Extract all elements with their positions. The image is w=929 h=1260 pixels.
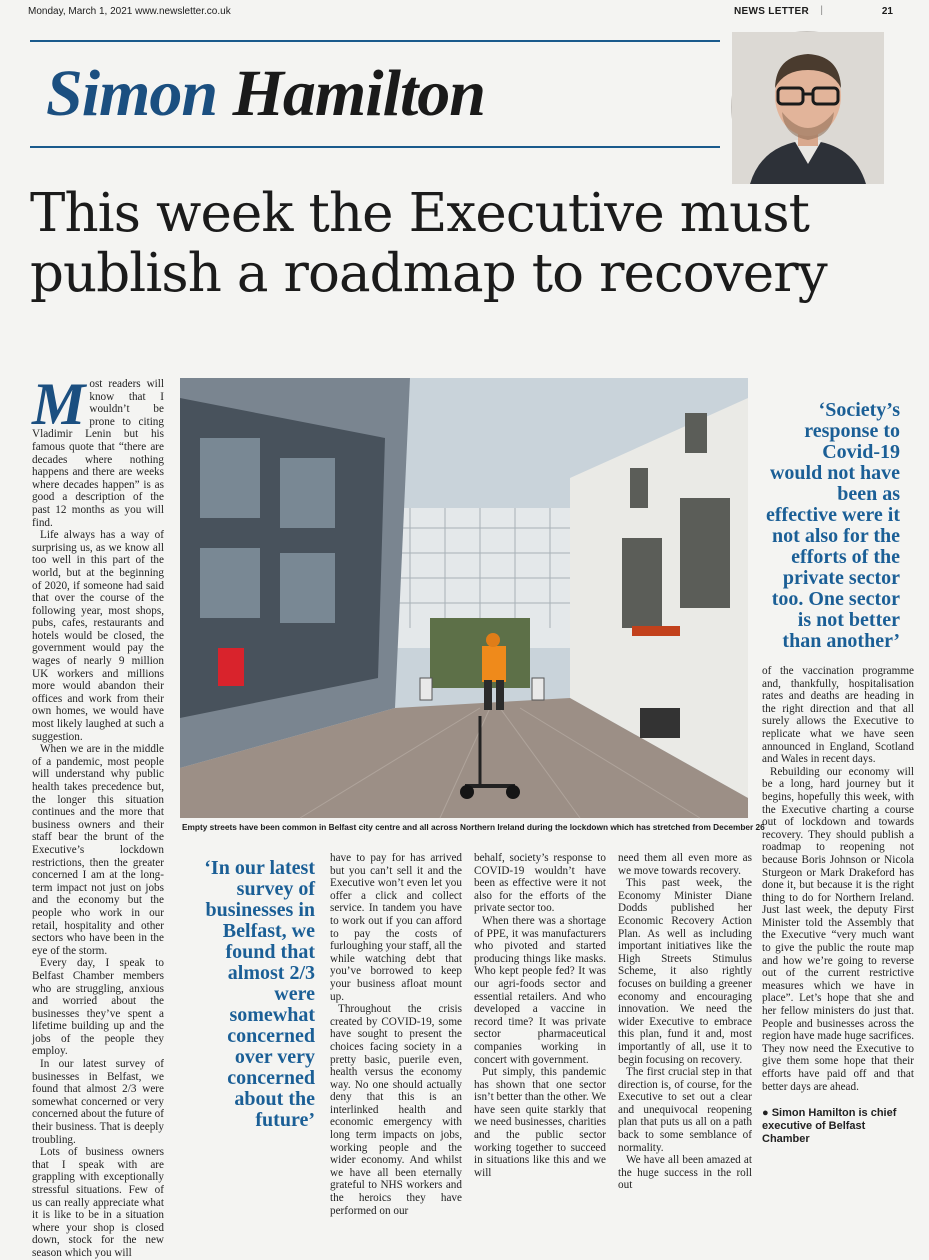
article-column-2 bbox=[330, 852, 462, 1217]
paragraph: The first crucial step in that direction is, of course, for the Executive to set out a clear and unequivocal reopening plan that puts us all on a path back to some semblance of normality. bbox=[618, 1066, 752, 1154]
page-number: 21 bbox=[881, 6, 893, 17]
columnist-band bbox=[30, 40, 720, 148]
drop-cap: M bbox=[32, 371, 86, 437]
columnist-name bbox=[46, 56, 485, 132]
street-scene-image bbox=[180, 378, 748, 818]
paragraph: need them all even more as we move towards recovery. bbox=[618, 852, 752, 877]
paragraph: This past week, the Economy Minister Diane Dodds published her Economic Recovery Action Plan. As well as including important initiatives like the High Streets Stimulus Scheme, it also rightly focuses on building a greener economy and encouraging innovation. We need the wider Executive to embrace this plan, fund it and, most importantly of all, use it to begin focusing on recovery. bbox=[618, 877, 752, 1066]
columnist-first-name: Simon bbox=[46, 57, 218, 130]
paragraph: Every day, I speak to Belfast Chamber members who are struggling, anxious and worried about the businesses they’ve spent a lifetime building up and the jobs of the people they employ. bbox=[32, 957, 164, 1058]
paragraph: ost readers will know that I wouldn’t be prone to citing Vladimir Lenin but his famous quote that “there are decades where nothing happens and there are weeks where decades happen” is as good a description of the past 12 months as you will find. bbox=[32, 378, 164, 529]
headline-line-1: This week the Executive must bbox=[30, 183, 810, 244]
paragraph: When there was a shortage of PPE, it was manufacturers who pivoted and started producing things like masks. Who kept people fed? It was our agri-foods sector and essential retailers. And who developed a vaccine in record time? It was private sector pharmaceutical companies working in concert with government. bbox=[474, 914, 606, 1066]
publication-date: Monday, March 1, 2021 www.newsletter.co.uk bbox=[28, 6, 231, 17]
author-signoff: ● Simon Hamilton is chief executive of Belfast Chamber bbox=[762, 1107, 897, 1145]
paragraph: Put simply, this pandemic has shown that one sector isn’t better than the other. We have seen quite starkly that we need businesses, charities and the public sector working together to succeed in situations like this and we will bbox=[474, 1066, 606, 1179]
paragraph: When we are in the middle of a pandemic, most people will understand why public health takes precedence but, the longer this situation continues and the more that business owners and their staff bear the brunt of the Executive’s lockdown restrictions, then the greater concerned I am at the long-term impact not just on jobs and the economy but the people who work in our retail, hospitality and other sectors who have been in the eye of the storm. bbox=[32, 743, 164, 957]
pull-quote-right: ‘Society’s response to Covid-19 would not have been as effective were it not also for the efforts of the private sector too. One sector is not better than another’ bbox=[766, 399, 900, 652]
headline-line-2: publish a roadmap to recovery bbox=[30, 243, 827, 304]
headline bbox=[30, 184, 910, 304]
paragraph: Lots of business owners that I speak with are grappling with exceptionally stressful situations. Few of us can really appreciate what it is like to be in a situation where your shop is closed down, stock for the new season which you will bbox=[32, 1146, 164, 1259]
photo-caption: Empty streets have been common in Belfast city centre and all across Northern Ireland during the lockdown which has stretched from December 26 bbox=[182, 822, 765, 832]
article-column-3 bbox=[474, 852, 606, 1179]
portrait-illustration bbox=[732, 32, 884, 184]
folio-bar bbox=[22, 4, 907, 22]
paragraph: have to pay for has arrived but you can’t sell it and the Executive won’t even let you offer a click and collect service. In tandem you have to work out if you can afford to pay the costs of furloughing your staff, all the while watching debt that you’ve borrowed to keep your business afloat mount up. bbox=[330, 852, 462, 1003]
paragraph: Throughout the crisis created by COVID-19, some have sought to present the choices facing society in a pretty basic, puerile even, health versus the economy way. No one should actually deny that this is an interlinked health and economic emergency with long term impacts on jobs, working people and the wider economy. And whilst we have all been eternally grateful to NHS workers and the heroics they have performed on our bbox=[330, 1003, 462, 1217]
article-column-5 bbox=[762, 665, 914, 1107]
article-column-1 bbox=[32, 371, 164, 1259]
author-portrait-image bbox=[731, 31, 883, 183]
paragraph: Rebuilding our economy will be a long, hard journey but it begins, hopefully this week, with the Executive charting a course out of lockdown and towards recovery. They should publish a roadmap to reopening not because Boris Johnson or Nicola Sturgeon or Mark Drakeford has done it, but because it is the right thing to do for Northern Ireland. Just last week, the deputy First Minister told the Assembly that the Executive “very much want to give the public the route map and how we’re going to reverse out of the current restrictive measures which we have in place”. Let’s hope that she and her fellow ministers do just that. People and businesses across the region have made huge sacrifices. They now need the Executive to give them some hope that their efforts have paid off and that better days are ahead. bbox=[762, 765, 914, 1093]
paragraph: In our latest survey of businesses in Belfast, we found that almost 2/3 were somewhat concerned or very concerned about the future of their business. That is deeply troubling. bbox=[32, 1058, 164, 1146]
columnist-last-name: Hamilton bbox=[232, 57, 485, 130]
paragraph: We have all been amazed at the huge success in the roll out bbox=[618, 1154, 752, 1192]
paragraph: Life always has a way of surprising us, as we know all too well in this part of the world, but at the beginning of 2020, if someone had said that over the course of the following year, most shops, pubs, cafes, restaurants and hotels would be closed, the government would pay the wages of nearly 9 million UK workers and millions more would abandon their offices and work from their own homes, we would have most likely laughed at such a suggestion. bbox=[32, 529, 164, 743]
street-scene-illustration bbox=[180, 378, 748, 818]
newspaper-name: NEWS LETTER bbox=[734, 6, 809, 17]
pull-quote-left: ‘In our latest survey of businesses in Belfast, we found that almost 2/3 were somewhat concerned over very concerned about the future’ bbox=[204, 857, 315, 1131]
paragraph: behalf, society’s response to COVID-19 wouldn’t have been as effective were it not also for the efforts of the private sector too. bbox=[474, 852, 606, 915]
paragraph: of the vaccination programme and, thankfully, hospitalisation rates and deaths are heading in the right direction and that all surely allows the Executive to replicate what we have seen announced in England, Scotland and Wales in recent days. bbox=[762, 665, 914, 766]
article-column-4 bbox=[618, 852, 752, 1192]
folio-separator: | bbox=[820, 5, 823, 16]
